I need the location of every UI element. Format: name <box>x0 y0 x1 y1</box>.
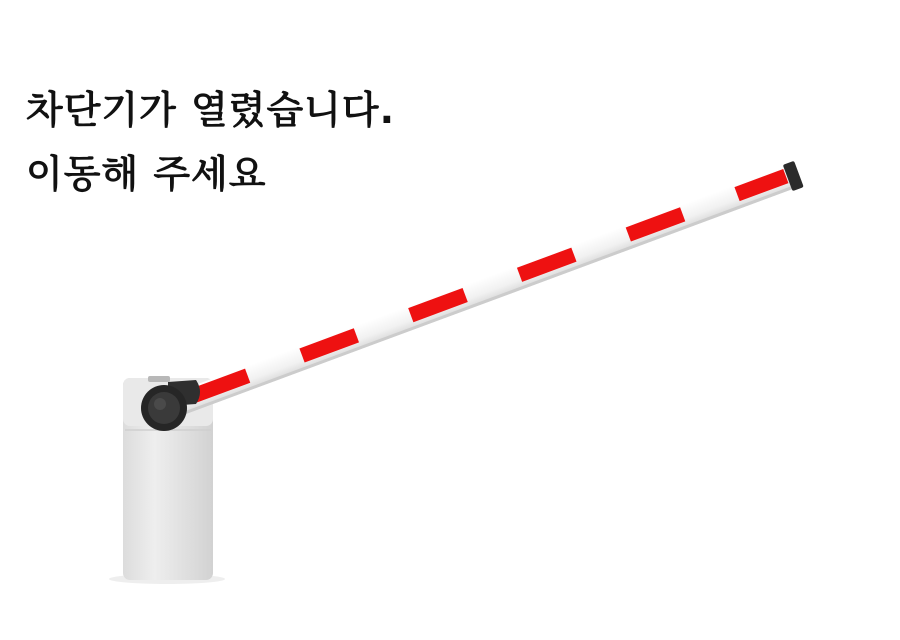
barrier-arm <box>166 161 804 420</box>
message-line-2: 이동해 주세요 <box>26 152 267 196</box>
message-line-1: 차단기가 열렸습니다. <box>26 88 396 132</box>
